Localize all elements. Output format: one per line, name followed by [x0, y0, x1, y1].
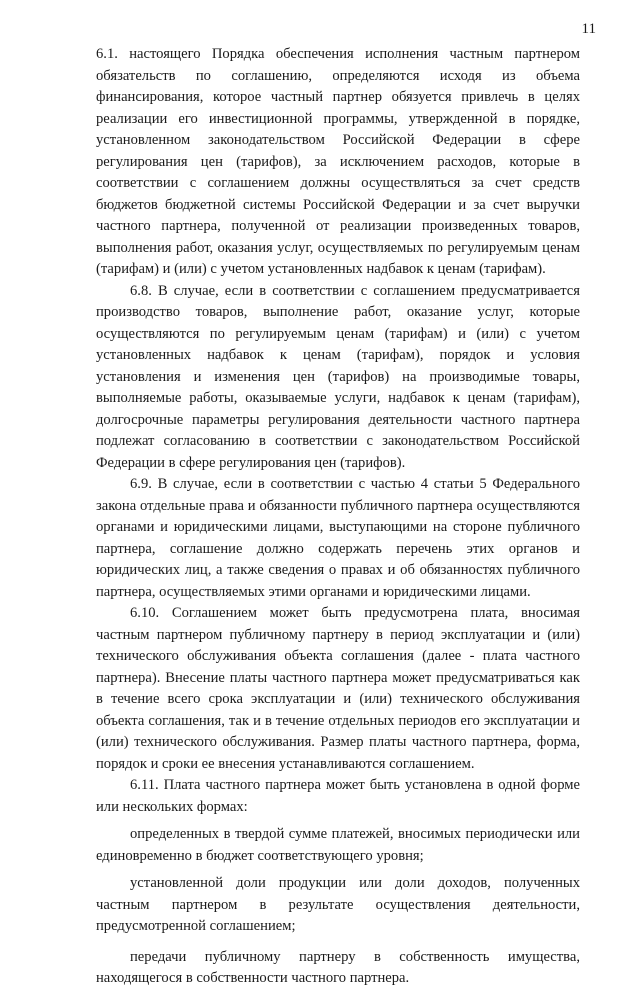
paragraph-6-1-continued: 6.1. настоящего Порядка обеспечения исполнения частным партнером обязательств по соглашению, определяются исходя из объема финансирования, которое частный партнер обязуется привлечь в целях реализации его инвестиционной программы, утвержденной в порядке, установленном законодательством Российской Федерации в сфере регулирования цен (тарифов), за исключением расходов, которые в соответствии с соглашением должны осуществляться за счет средств бюджетов бюджетной системы Российской Федерации и за счет выручки частного партнера, полученной от реализации произведенных товаров, выполнения работ, оказания услуг, осуществляемых по регулируемым ценам (тарифам) и (или) с учетом установленных надбавок к ценам (тарифам). [96, 46, 580, 277]
paragraph-6-10: 6.10. Соглашением может быть предусмотрена плата, вносимая частным партнером публичному партнеру в период эксплуатации и (или) технического обслуживания объекта соглашения (далее - плата частного партнера). Внесение платы частного партнера может предусматриваться как в течение всего срока эксплуатации и (или) технического обслуживания объекта соглашения, так и в течение отдельных периодов его эксплуатации и (или) технического обслуживания. Размер платы частного партнера, форма, порядок и сроки ее внесения устанавливаются соглашением. [96, 605, 580, 772]
list-item-production-share: установленной доли продукции или доли доходов, полученных частным партнером в результате осуществления деятельности, предусмотренной соглашением; [96, 875, 580, 934]
paragraph-6-9: 6.9. В случае, если в соответствии с частью 4 статьи 5 Федерального закона отдельные права и обязанности публичного партнера осуществляются органами и юридическими лицами, выступающими на стороне публичного партнера, соглашение должно содержать перечень этих органов и юридических лиц, а также сведения о правах и об обязанностях публичного партнера, осуществляемых этими органами и юридическими лицами. [96, 476, 580, 600]
paragraph-6-8: 6.8. В случае, если в соответствии с соглашением предусматривается производство товаров, выполнение работ, оказание услуг, которые осуществляются по регулируемым ценам (тарифам) и (или) с учетом установленных надбавок к ценам (тарифам), порядок и условия установления и изменения цен (тарифов) на производимые товары, выполняемые работы, оказываемые услуги, надбавок к ценам (тарифам), долгосрочные параметры регулирования деятельности частного партнера подлежат согласованию в соответствии с законодательством Российской Федерации в сфере регулирования цен (тарифов). [96, 282, 580, 471]
list-item-fixed-payments: определенных в твердой сумме платежей, вносимых периодически или единовременно в бюджет соответствующего уровня; [96, 826, 580, 864]
document-body [96, 44, 580, 990]
paragraph-6-11: 6.11. Плата частного партнера может быть установлена в одной форме или нескольких формах: [96, 777, 580, 815]
list-item-property-transfer: передачи публичному партнеру в собственность имущества, находящегося в собственности частного партнера. [96, 948, 580, 986]
page-number: 11 [581, 21, 596, 37]
